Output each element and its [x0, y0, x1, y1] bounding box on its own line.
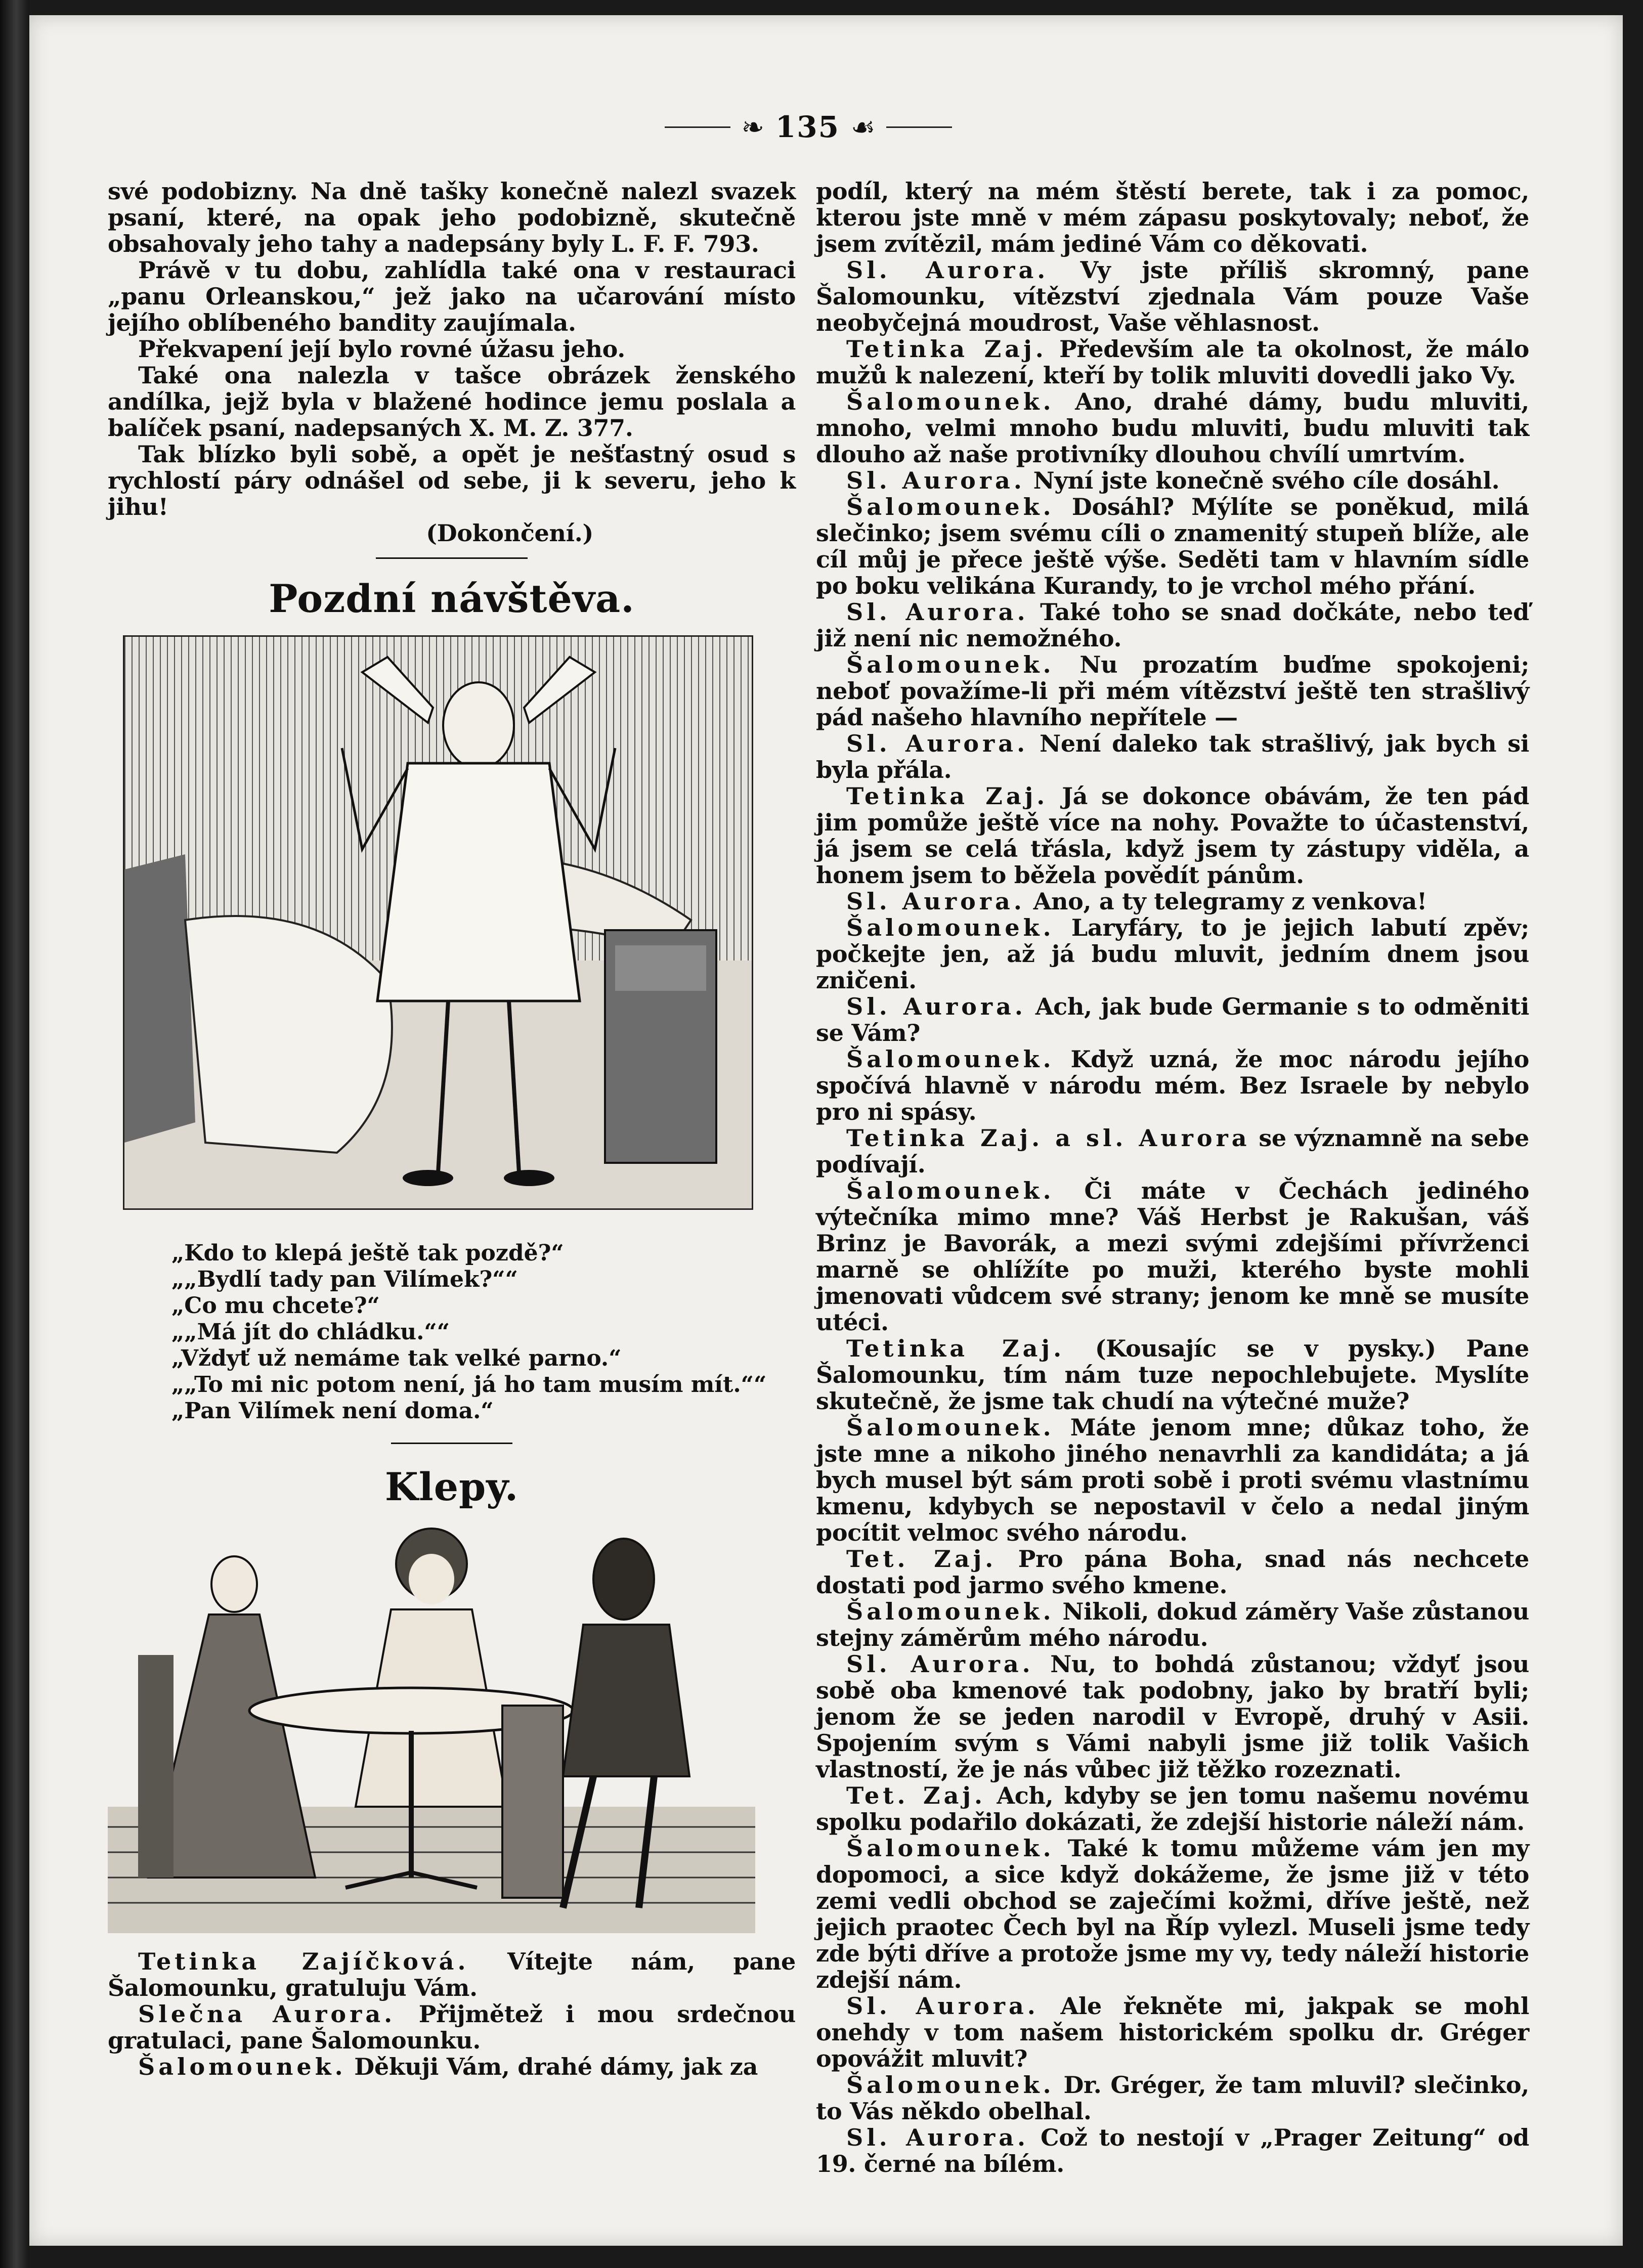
speaker-name: Sl. Aurora. [846, 467, 1025, 494]
newspaper-page [29, 15, 1623, 2246]
speech-text: Laryfáry, to je jejich labutí zpěv; počkejte jen, až já budu mluvit, jedním dnem jsou zničeni. [816, 914, 1529, 994]
paragraph [816, 1177, 1529, 1335]
page-ornament-icon: ❧ [741, 111, 764, 143]
paragraph [816, 467, 1529, 494]
paragraph [108, 2054, 796, 2080]
section-divider [391, 1443, 512, 1444]
speech-text: Vy jste příliš skromný, pane Šalomounku, vítězství zjednala Vám pouze Vaše neobyčejná moudrost, Vaše věhlasnost. [816, 256, 1529, 336]
speaker-name: Tetinka Zaj. a sl. Aurora [846, 1124, 1250, 1152]
speaker-name: Šalomounek. [846, 1414, 1055, 1441]
speech-text: Já se dokonce obávám, že ten pád jim pomůže ještě více na nohy. Považte to účastenství, já jsem se celá třásla, když jsem ty zástupy viděla, a honem jsem to běžela povědít pánům. [816, 782, 1530, 889]
paragraph [816, 914, 1529, 993]
dialogue-line: „Pan Vilímek není doma.“ [171, 1398, 494, 1424]
speech-text: Nyní jste konečně svého cíle dosáhl. [1033, 467, 1500, 494]
paragraph [108, 2001, 796, 2054]
header-rule-right [886, 126, 952, 128]
speaker-name: Sl. Aurora. [846, 598, 1029, 626]
speaker-name: Šalomounek. [846, 1045, 1055, 1073]
paragraph [816, 1046, 1529, 1125]
paragraph [816, 730, 1529, 783]
speaker-name: Sl. Aurora. [846, 993, 1026, 1020]
speech-text: Když uzná, že moc národu jejího spočívá hlavně v národu mém. Bez Israele by nebylo pro ni spásy. [816, 1045, 1529, 1125]
illustration-bedroom [123, 635, 753, 1210]
speaker-name: Sl. Aurora. [846, 888, 1025, 915]
paragraph [816, 1782, 1529, 1835]
section-divider [376, 557, 528, 559]
right-column [816, 178, 1529, 2177]
speech-text: Či máte v Čechách jediného výtečníka mimo mne? Váš Herbst je Rakušan, váš Brinz je Bavorák, a mezi svými zdejšími přívrženci marně se ohlížíte po muži, kterého byste mohli jmenovati vůdcem své strany; jenom ke mně se musíte utéci. [816, 1177, 1530, 1336]
speaker-name: Sl. Aurora. [846, 2124, 1029, 2151]
speaker-name: Sl. Aurora. [846, 730, 1029, 757]
speech-text: se významně na sebe podívají. [816, 1124, 1529, 1178]
paragraph: Také ona nalezla v tašce obrázek ženského andílka, jejž byla v blažené hodince jemu poslala a balíček psaní, nadepsaných X. M. Z. 377. [108, 362, 796, 442]
speaker-name: Šalomounek. [846, 914, 1055, 941]
paragraph [816, 1993, 1529, 2072]
paragraph [816, 888, 1529, 914]
speech-text: Ach, jak bude Germanie s to odměniti se Vám? [816, 993, 1529, 1046]
speech-text: Také toho se snad dočkáte, nebo teď již není nic nemožného. [816, 598, 1529, 652]
speaker-name: Šalomounek. [846, 388, 1055, 415]
section-title: Pozdní návštěva. [269, 576, 635, 621]
speech-text: Především ale ta okolnost, že málo mužů k nalezení, kteří by tolik mluviti dovedli jako Vy. [816, 335, 1529, 389]
dialogue-line: „„Má jít do chládku.““ [171, 1319, 450, 1345]
speaker-name: Šalomounek. [846, 2071, 1055, 2099]
left-column [108, 178, 796, 2080]
speech-text: Dr. Gréger, že tam mluvil? slečinko, to Vás někdo obelhal. [816, 2071, 1529, 2125]
paragraph [816, 1414, 1529, 1546]
speaker-name: Slečna Aurora. [138, 2000, 396, 2028]
speech-text: Nu prozatím buďme spokojeni; neboť považíme-li při mém vítězství ještě ten strašlivý pád našeho hlavního nepřítele — [816, 651, 1530, 731]
paragraph [108, 1948, 796, 2001]
paragraph: své podobizny. Na dně tašky konečně nalezl svazek psaní, které, na opak jeho podobizně, skutečně obsahovaly jeho tahy a nadepsány byly L. F. F. 793. [108, 178, 796, 257]
speech-text: Nu, to bohdá zůstanou; vždyť jsou sobě oba kmenové tak podobny, jako by bratří byli; jenom že se jeden narodil v Evropě, druhý v Asii. Spojením svým s Vámi nabyli jsme již tolik Vašich vlastností, že je nás vůbec již těžko rozeznati. [816, 1650, 1529, 1783]
speaker-name: Šalomounek. [846, 651, 1055, 678]
paragraph: Překvapení její bylo rovné úžasu jeho. [138, 335, 625, 363]
page-header [586, 104, 1031, 150]
speech-text: Což to nestojí v „Prager Zeitung“ od 19. černé na bílém. [816, 2124, 1530, 2177]
speaker-name: Šalomounek. [846, 1177, 1055, 1204]
continuation-note: (Dokončení.) [426, 519, 593, 547]
paragraph [816, 783, 1529, 888]
paragraph [816, 651, 1529, 730]
illustration-tea-party [108, 1523, 755, 1933]
paragraph [816, 2124, 1529, 2177]
dialogue-line: „Co mu chcete?“ [171, 1293, 380, 1319]
paragraph [816, 1651, 1529, 1782]
section-title: Klepy. [384, 1464, 519, 1509]
paragraph: Právě v tu dobu, zahlídla také ona v restauraci „panu Orleanskou,“ jež jako na učarování místo jejího oblíbeného bandity zaujímala. [108, 256, 796, 336]
paragraph [816, 1835, 1529, 1993]
paragraph: Tak blízko byli sobě, a opět je nešťastný osud s rychlostí páry odnášel od sebe, ji k severu, jeho k jihu! [108, 441, 796, 520]
speaker-name: Šalomounek. [138, 2053, 347, 2080]
speech-text: Máte jenom mne; důkaz toho, že jste mne a nikoho jiného nenavrhli za kandidáta; a já bych musel být sám proti sobě i proti svému vlastnímu kmenu, kdybych se nepostavil v čelo a nedal jiným pocítit velmoc svého národu. [816, 1414, 1529, 1546]
book-spine [0, 0, 29, 2268]
dialogue-line: „„To mi nic potom není, já ho tam musím mít.““ [171, 1372, 767, 1398]
speaker-name: Sl. Aurora. [846, 1650, 1034, 1678]
speaker-name: Šalomounek. [846, 1598, 1055, 1625]
speaker-name: Sl. Aurora. [846, 256, 1049, 284]
speaker-name: Sl. Aurora. [846, 1992, 1039, 2020]
speaker-name: Šalomounek. [846, 493, 1055, 520]
paragraph: podíl, který na mém štěstí berete, tak i za pomoc, kterou jste mně v mém zápasu poskytovaly; neboť, že jsem zvítězil, mám jediné Vám co děkovati. [816, 178, 1529, 257]
dialogue-line: „Vždyť už nemáme tak velké parno.“ [171, 1345, 622, 1371]
paragraph [816, 388, 1529, 467]
page-ornament-icon: ☙ [850, 111, 876, 143]
speech-text: Pro pána Boha, snad nás nechcete dostati pod jarmo svého kmene. [816, 1545, 1529, 1599]
paragraph [816, 257, 1529, 336]
speech-text: Není daleko tak strašlivý, jak bych si byla přála. [816, 730, 1529, 783]
speech-text: Ano, drahé dámy, budu mluviti, mnoho, velmi mnoho budu mluviti, budu mluviti tak dlouho až naše protivníky dlouhou chvílí umrtvím. [816, 388, 1529, 468]
paragraph [816, 993, 1529, 1046]
speaker-name: Tetinka Zaj. [846, 1335, 1065, 1362]
speech-text: Děkuji Vám, drahé dámy, jak za [354, 2053, 758, 2080]
header-rule-left [665, 126, 730, 128]
paragraph [816, 2072, 1529, 2124]
speaker-name: Tet. Zaj. [846, 1545, 997, 1573]
speech-text: Ach, kdyby se jen tomu našemu novému spolku podařilo dokázati, že zdejší historie náleží nám. [816, 1782, 1529, 1836]
page-number: 135 [775, 110, 840, 144]
dialogue-line: „Kdo to klepá ještě tak pozdě?“ [171, 1240, 564, 1266]
paragraph [816, 599, 1529, 651]
speaker-name: Tetinka Zaj. [846, 335, 1047, 363]
speaker-name: Tetinka Zajíčková. [138, 1948, 469, 1975]
speech-text: Dosáhl? Mýlíte se poněkud, milá slečinko; jsem svému cíli o znamenitý stupeň blíže, ale cíl můj je přece ještě výše. Seděti tam v hlavním sídle po boku velikána Kurandy, to je vrchol mého přání. [816, 493, 1529, 599]
speaker-name: Tet. Zaj. [846, 1782, 986, 1809]
speech-text: Přijmětež i mou srdečnou gratulaci, pane Šalomounku. [108, 2000, 796, 2054]
speech-text: Vítejte nám, pane Šalomounku, gratuluju Vám. [108, 1948, 796, 2001]
speech-text: (Kousajíc se v pysky.) Pane Šalomounku, tím nám tuze nepochlebujete. Myslíte skutečně, že jsme tak chudí na výtečné muže? [816, 1335, 1530, 1415]
paragraph [816, 1546, 1529, 1598]
paragraph [816, 1125, 1529, 1177]
speech-text: Ano, a ty telegramy z venkova! [1033, 888, 1427, 915]
paragraph [816, 1335, 1529, 1414]
speaker-name: Tetinka Zaj. [846, 782, 1049, 810]
speech-text: Ale řekněte mi, jakpak se mohl onehdy v tom našem historickém spolku dr. Gréger opovážit mluvit? [816, 1992, 1529, 2072]
speaker-name: Šalomounek. [846, 1835, 1055, 1862]
speech-text: Nikoli, dokud záměry Vaše zůstanou stejny záměrům mého národu. [816, 1598, 1529, 1651]
paragraph [816, 494, 1529, 599]
paragraph [816, 336, 1529, 388]
paragraph [816, 1598, 1529, 1651]
dialogue-line: „„Bydlí tady pan Vilímek?““ [171, 1267, 518, 1292]
speech-text: Také k tomu můžeme vám jen my dopomoci, a sice když dokážeme, že jsme již v této zemi vedli obchod se zaječími kožmi, dříve ještě, než jejich praotec Čech byl na Říp vylezl. Museli jsme tedy zde býti dříve a protože jsme my vy, tedy náleží historie zdejší nám. [816, 1835, 1529, 1993]
